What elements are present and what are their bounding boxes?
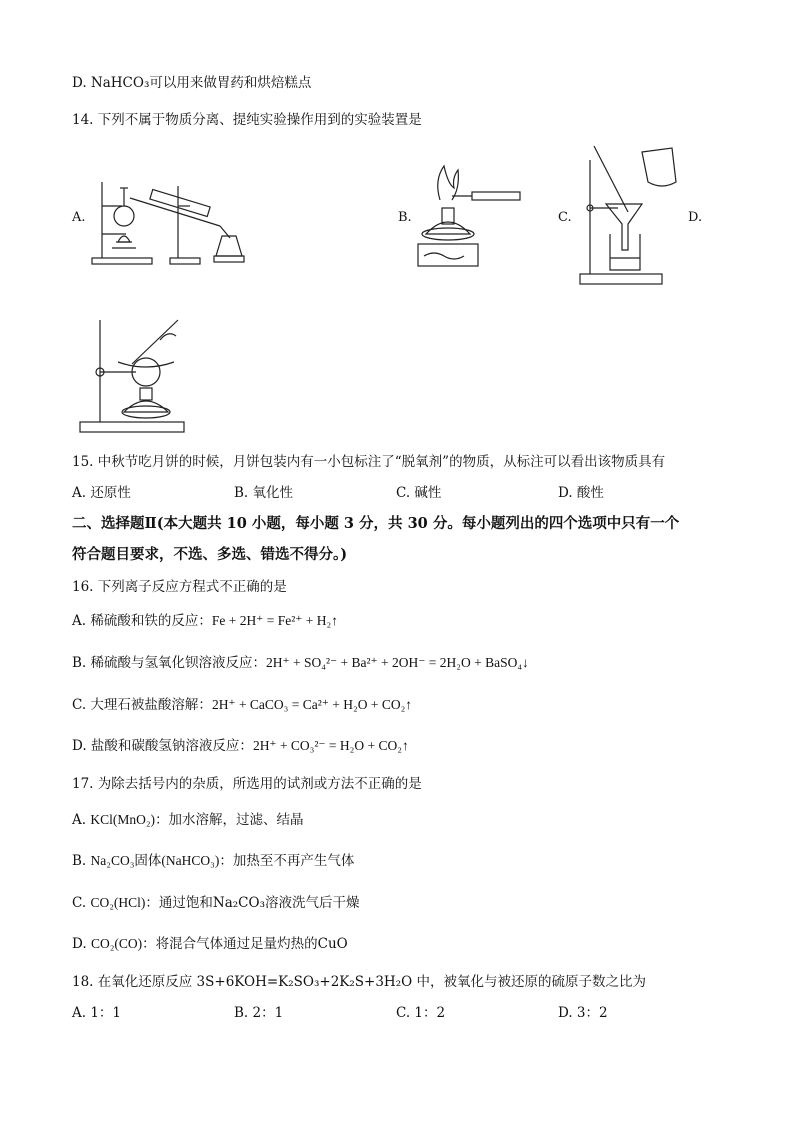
- q18-stem: 18. 在氧化还原反应 3S+6KOH=K₂SO₃+2K₂S+3H₂O 中，被氧化与被还原的硫原子数之比为: [72, 974, 646, 990]
- q17-option-b: [72, 852, 354, 870]
- q17-stem: 17. 为除去括号内的杂质，所选用的试剂或方法不正确的是: [72, 776, 422, 792]
- q14-stem: 14. 下列不属于物质分离、提纯实验操作用到的实验装置是: [72, 112, 422, 128]
- q16-option-d-label: D. 盐酸和碳酸氢钠溶液反应：: [72, 738, 253, 754]
- q13-option-d: D. NaHCO₃可以用来做胃药和烘焙糕点: [72, 75, 312, 91]
- section2-heading-line1: 二、选择题Ⅱ(本大题共 10 小题，每小题 3 分，共 30 分。每小题列出的四个选项中只有一个: [72, 515, 680, 532]
- q14-label-d: D.: [688, 210, 703, 225]
- q14-label-b: B.: [398, 210, 412, 225]
- q17-option-a-label: A.: [72, 812, 87, 828]
- q15-option-b: B. 氧化性: [234, 485, 294, 501]
- q14-label-c: C.: [558, 210, 572, 225]
- q16-option-c-equation: 2H⁺ + CaCO₃ = Ca²⁺ + H₂O + CO₂↑: [211, 697, 413, 712]
- q14-label-a: A.: [72, 210, 86, 225]
- q18-option-d: D. 3：2: [558, 1005, 608, 1021]
- q16-option-a-label: A. 稀硫酸和铁的反应：: [72, 613, 212, 629]
- q16-option-b-label: B. 稀硫酸与氢氧化钡溶液反应：: [72, 655, 267, 671]
- q16-option-d-equation: 2H⁺ + CO₃²⁻ = H₂O + CO₂↑: [252, 738, 409, 753]
- q15-option-d: D. 酸性: [558, 485, 604, 501]
- q17-option-c: [72, 894, 360, 912]
- q18-option-a: A. 1：1: [72, 1005, 122, 1021]
- q17-option-b-text: ：加热至不再产生气体: [219, 853, 355, 869]
- q17-option-d-item: CO₂(CO): [90, 936, 143, 951]
- q17-option-b-label: B.: [72, 853, 87, 869]
- q17-option-d-text: ：将混合气体通过足量灼热的CuO: [142, 936, 348, 952]
- q18-option-b: B. 2：1: [234, 1005, 284, 1021]
- evaporation-apparatus-image: [76, 316, 196, 436]
- q16-option-a-equation: Fe + 2H⁺ = Fe²⁺ + H₂↑: [211, 613, 338, 628]
- q17-option-c-item: CO₂(HCl): [90, 895, 146, 910]
- section2-heading-line2: 符合题目要求，不选、多选、错选不得分。): [72, 546, 348, 563]
- filtration-apparatus-image: [574, 140, 690, 295]
- q17-option-c-text: ：通过饱和Na₂CO₃溶液洗气后干燥: [145, 895, 360, 911]
- q17-option-c-label: C.: [72, 895, 87, 911]
- q17-option-d-label: D.: [72, 936, 87, 952]
- q16-option-b-equation: 2H⁺ + SO₄²⁻ + Ba²⁺ + 2OH⁻ = 2H₂O + BaSO₄↓: [266, 655, 529, 670]
- q17-option-a-item: KCl(MnO₂): [90, 812, 156, 827]
- q17-option-a-text: ：加水溶解，过滤、结晶: [155, 812, 304, 828]
- q16-option-d: [72, 737, 409, 755]
- q16-stem: 16. 下列离子反应方程式不正确的是: [72, 579, 287, 595]
- q18-option-c: C. 1：2: [396, 1005, 446, 1021]
- q17-option-b-item: Na₂CO₃固体(NaHCO₃): [90, 853, 220, 868]
- q16-option-c: [72, 696, 412, 714]
- q16-option-a: [72, 612, 338, 630]
- q16-option-b: [72, 654, 529, 672]
- q17-option-a: [72, 811, 304, 829]
- q17-option-d: [72, 935, 348, 953]
- alcohol-lamp-heating-image: [412, 160, 522, 270]
- q15-option-a: A. 还原性: [72, 485, 131, 501]
- q16-option-c-label: C. 大理石被盐酸溶解：: [72, 697, 212, 713]
- q15-option-c: C. 碱性: [396, 485, 442, 501]
- distillation-apparatus-image: [90, 176, 270, 266]
- q15-stem: 15. 中秋节吃月饼的时候，月饼包装内有一小包标注了“脱氧剂”的物质，从标注可以看出该物质具有: [72, 454, 666, 470]
